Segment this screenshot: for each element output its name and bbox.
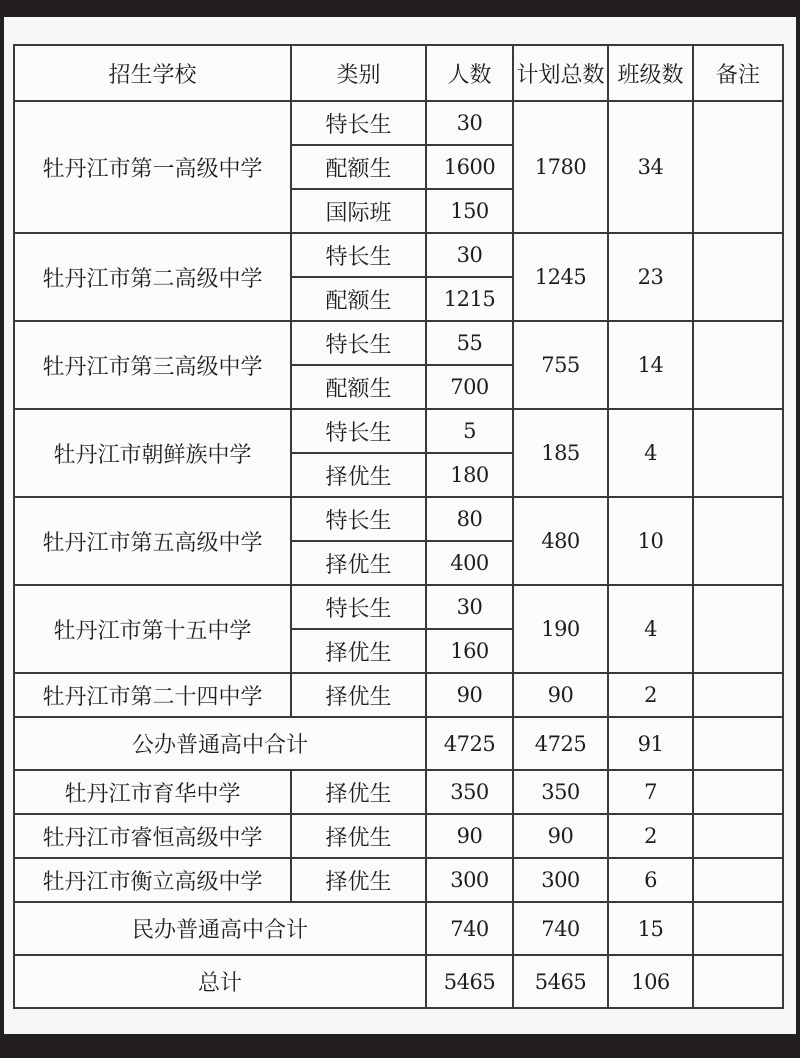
category: 择优生 xyxy=(291,629,426,673)
note xyxy=(693,321,783,409)
document-page xyxy=(4,17,796,1034)
classes: 106 xyxy=(608,955,693,1008)
plan-total: 190 xyxy=(513,585,608,673)
classes: 91 xyxy=(608,717,693,770)
note xyxy=(693,497,783,585)
table-row xyxy=(14,233,783,277)
count: 1600 xyxy=(426,145,513,189)
plan-total: 1780 xyxy=(513,101,608,233)
note xyxy=(693,233,783,321)
school-name: 牡丹江市第五高级中学 xyxy=(14,497,291,585)
header-plan-total: 计划总数 xyxy=(513,45,608,101)
private-total-row xyxy=(14,902,783,955)
header-school: 招生学校 xyxy=(14,45,291,101)
plan-total: 300 xyxy=(513,858,608,902)
plan-total: 90 xyxy=(513,673,608,717)
count: 4725 xyxy=(426,717,513,770)
school-name: 牡丹江市朝鲜族中学 xyxy=(14,409,291,497)
note xyxy=(693,101,783,233)
category: 配额生 xyxy=(291,145,426,189)
count: 150 xyxy=(426,189,513,233)
school-name: 牡丹江市第二十四中学 xyxy=(14,673,291,717)
header-note: 备注 xyxy=(693,45,783,101)
private-total-label: 民办普通高中合计 xyxy=(14,902,426,955)
note xyxy=(693,955,783,1008)
classes: 7 xyxy=(608,770,693,814)
plan-total: 1245 xyxy=(513,233,608,321)
header-classes: 班级数 xyxy=(608,45,693,101)
school-name: 牡丹江市第二高级中学 xyxy=(14,233,291,321)
header-category: 类别 xyxy=(291,45,426,101)
category: 择优生 xyxy=(291,541,426,585)
table-row xyxy=(14,409,783,453)
note xyxy=(693,814,783,858)
note xyxy=(693,717,783,770)
classes: 2 xyxy=(608,814,693,858)
header-count: 人数 xyxy=(426,45,513,101)
count: 160 xyxy=(426,629,513,673)
category: 择优生 xyxy=(291,770,426,814)
school-name: 牡丹江市第三高级中学 xyxy=(14,321,291,409)
note xyxy=(693,673,783,717)
table-row xyxy=(14,497,783,541)
category: 特长生 xyxy=(291,497,426,541)
note xyxy=(693,585,783,673)
category: 特长生 xyxy=(291,233,426,277)
public-total-label: 公办普通高中合计 xyxy=(14,717,426,770)
count: 180 xyxy=(426,453,513,497)
category: 择优生 xyxy=(291,453,426,497)
plan-total: 480 xyxy=(513,497,608,585)
count: 30 xyxy=(426,233,513,277)
classes: 34 xyxy=(608,101,693,233)
classes: 6 xyxy=(608,858,693,902)
category: 配额生 xyxy=(291,365,426,409)
header-row xyxy=(14,45,783,101)
count: 5465 xyxy=(426,955,513,1008)
classes: 2 xyxy=(608,673,693,717)
school-name: 牡丹江市育华中学 xyxy=(14,770,291,814)
note xyxy=(693,409,783,497)
classes: 14 xyxy=(608,321,693,409)
table-row xyxy=(14,858,783,902)
table-row xyxy=(14,101,783,145)
count: 1215 xyxy=(426,277,513,321)
count: 300 xyxy=(426,858,513,902)
category: 国际班 xyxy=(291,189,426,233)
classes: 4 xyxy=(608,585,693,673)
plan-total: 90 xyxy=(513,814,608,858)
category: 择优生 xyxy=(291,858,426,902)
category: 特长生 xyxy=(291,321,426,365)
plan-total: 755 xyxy=(513,321,608,409)
count: 90 xyxy=(426,814,513,858)
count: 30 xyxy=(426,101,513,145)
table-row xyxy=(14,814,783,858)
category: 特长生 xyxy=(291,585,426,629)
count: 80 xyxy=(426,497,513,541)
note xyxy=(693,770,783,814)
table-row xyxy=(14,770,783,814)
plan-total: 4725 xyxy=(513,717,608,770)
note xyxy=(693,858,783,902)
plan-total: 5465 xyxy=(513,955,608,1008)
count: 90 xyxy=(426,673,513,717)
classes: 23 xyxy=(608,233,693,321)
plan-total: 740 xyxy=(513,902,608,955)
classes: 10 xyxy=(608,497,693,585)
count: 350 xyxy=(426,770,513,814)
plan-total: 350 xyxy=(513,770,608,814)
classes: 15 xyxy=(608,902,693,955)
plan-total: 185 xyxy=(513,409,608,497)
grand-total-label: 总计 xyxy=(14,955,426,1008)
category: 特长生 xyxy=(291,409,426,453)
note xyxy=(693,902,783,955)
count: 55 xyxy=(426,321,513,365)
count: 30 xyxy=(426,585,513,629)
count: 740 xyxy=(426,902,513,955)
school-name: 牡丹江市第十五中学 xyxy=(14,585,291,673)
category: 择优生 xyxy=(291,814,426,858)
school-name: 牡丹江市第一高级中学 xyxy=(14,101,291,233)
classes: 4 xyxy=(608,409,693,497)
enrollment-plan-table xyxy=(13,44,784,1009)
grand-total-row xyxy=(14,955,783,1008)
table-row xyxy=(14,585,783,629)
public-total-row xyxy=(14,717,783,770)
count: 5 xyxy=(426,409,513,453)
category: 择优生 xyxy=(291,673,426,717)
category: 配额生 xyxy=(291,277,426,321)
school-name: 牡丹江市睿恒高级中学 xyxy=(14,814,291,858)
count: 700 xyxy=(426,365,513,409)
school-name: 牡丹江市衡立高级中学 xyxy=(14,858,291,902)
category: 特长生 xyxy=(291,101,426,145)
count: 400 xyxy=(426,541,513,585)
table-row xyxy=(14,321,783,365)
table-row xyxy=(14,673,783,717)
